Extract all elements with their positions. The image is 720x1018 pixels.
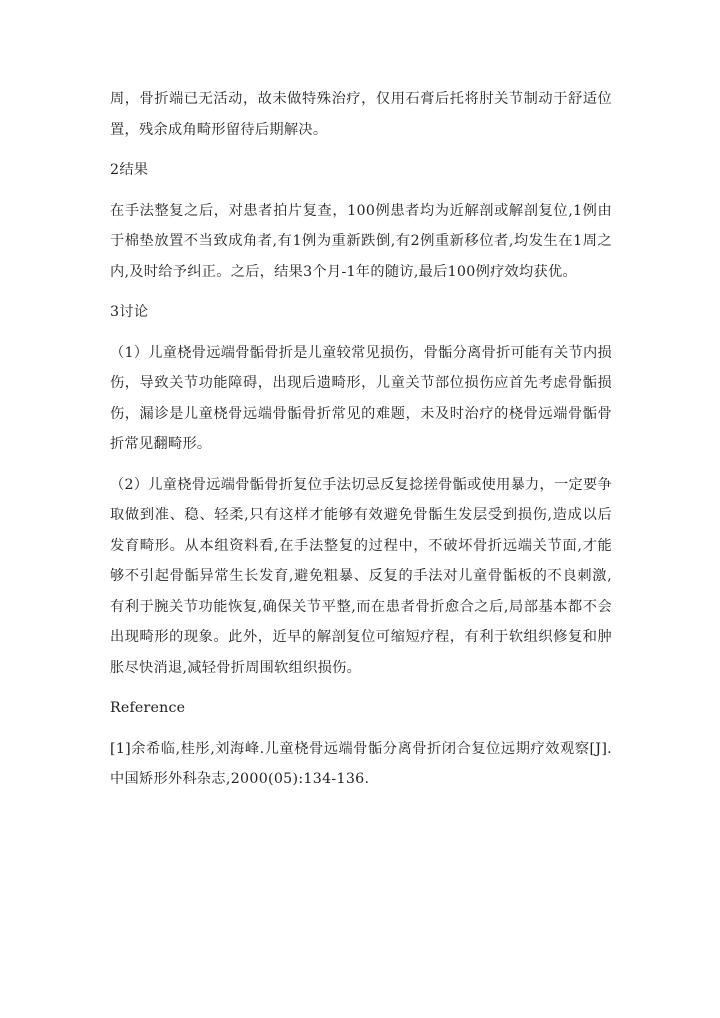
reference-item-1: [1]余希临,桂彤,刘海峰.儿童桡骨远端骨骺分离骨折闭合复位远期疗效观察[J].中国矫形外科杂志,2000(05):134-136.: [110, 740, 612, 787]
document-body: [110, 84, 612, 795]
discussion-paragraph-2: （2）儿童桡骨远端骨骺骨折复位手法切忌反复捻搓骨骺或使用暴力，一定要争取做到准、稳、轻柔,只有这样才能够有效避免骨骺生发层受到损伤,造成以后发育畸形。从本组资料看,在手法整复的过程中，不破坏骨折远端关节面,才能够不引起骨骺异常生长发育,避免粗暴、反复的手法对儿童骨骺板的不良刺激,有利于腕关节功能恢复,确保关节平整,而在患者骨折愈合之后,局部基本都不会出现畸形的现象。此外，近早的解剖复位可缩短疗程，有利于软组织修复和肿胀尽快消退,减轻骨折周围软组织损伤。: [110, 476, 612, 676]
results-heading: 2结果: [110, 162, 149, 178]
intro-paragraph: 周，骨折端已无活动，故未做特殊治疗，仅用石膏后托将肘关节制动于舒适位置，残余成角畸形留待后期解决。: [110, 91, 612, 138]
discussion-paragraph-1: （1）儿童桡骨远端骨骺骨折是儿童较常见损伤，骨骺分离骨折可能有关节内损伤，导致关节功能障碍，出现后遗畸形，儿童关节部位损伤应首先考虑骨骺损伤，漏诊是儿童桡骨远端骨骺骨折常见的难题，未及时治疗的桡骨远端骨骺骨折常见翻畸形。: [110, 344, 612, 452]
discussion-heading: 3讨论: [110, 304, 149, 320]
results-paragraph: 在手法整复之后，对患者拍片复查，100例患者均为近解剖或解剖复位,1例由于棉垫放置不当致成角者,有1例为重新跌倒,有2例重新移位者,均发生在1周之内,及时给予纠正。之后，结果3个月-1年的随访,最后100例疗效均获优。: [110, 202, 612, 280]
reference-heading: Reference: [110, 700, 186, 716]
